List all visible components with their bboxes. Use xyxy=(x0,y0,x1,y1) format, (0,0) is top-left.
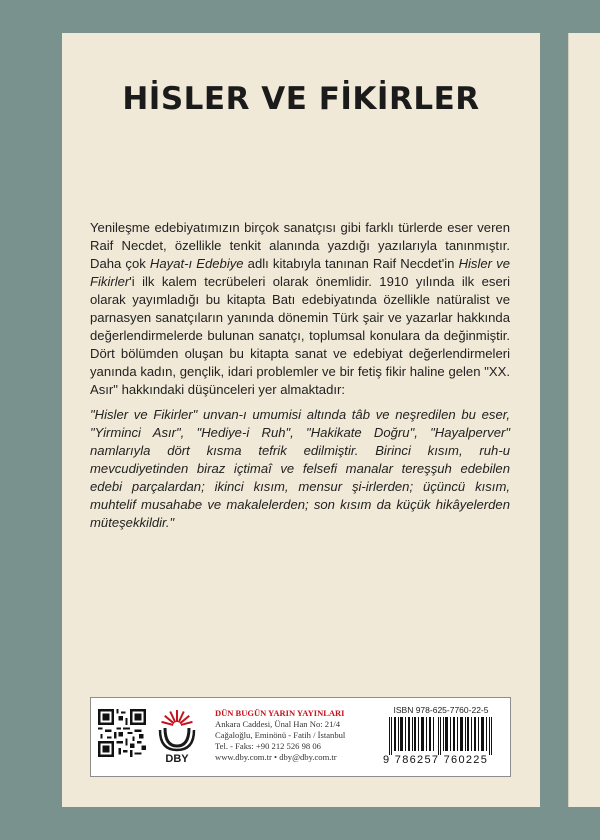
paragraph-text: 'i ilk kalem tecrübeleri olarak önemlidir. 1910 yılında ilk eseri olarak yayımladığı bu kitapta Batı edebiyatında özellikle natüralist ve parnasyen sanatçıların yanında dönemin Türk şair ve yazarlar hakkında değerlendirmelerde bulunan sanatçı, toplumsal konulara da değinmiştir. Dört bölümden oluşan bu kitapta sanat ve edebiyat değerlendirmeleri yanında kadın, gençlik, idari problemler ve bir fetiş fikir haline gelen "XX. Asır" hakkındaki düşünceleri yer almaktadır: xyxy=(90,274,510,397)
qr-code xyxy=(98,709,146,757)
back-cover xyxy=(62,33,540,807)
paragraph-text: Yenileşme edebiyatımızın birçok sanatçısı gibi farklı türlerde eser veren Raif Necdet, özellikle tenkit alanında yazdığı yazılarıyla tanınmıştır. Daha çok xyxy=(90,220,510,271)
book-reference: Hisler ve Fikirler xyxy=(90,256,510,289)
isbn-label: ISBN 978-625-7760-22-5 xyxy=(393,705,489,715)
publisher-name: DÜN BUGÜN YARIN YAYINLARI xyxy=(215,708,345,718)
description-text xyxy=(90,219,510,532)
publisher-phone: Tel. - Faks: +90 212 526 98 06 xyxy=(215,741,321,751)
publisher-address-line1: Ankara Caddesi, Ünal Han No: 21/4 xyxy=(215,719,341,729)
adjacent-book-cover xyxy=(568,33,600,807)
publisher-contact: www.dby.com.tr • dby@dby.com.tr xyxy=(215,752,337,762)
isbn-area xyxy=(377,705,505,771)
quote-paragraph: "Hisler ve Fikirler" unvan-ı umumisi altında tâb ve neşredilen bu eser, "Yirminci Asır", "Hediye-i Ruh", "Hakikate Doğru", "Hayalperver" namlarıyla dört kısma tefrik edilmiştir. Birinci kısım, ruh-u mevcudiyetinden biraz içtimaî ve felsefi manalar tereşşuh edebilen edebi parçalardan; ikinci kısım, mensur şi-irlerden; üçüncü kısım, muhtelif musahabe ve makalelerden; son kısım da küçük hikâyelerden müteşekkildir." xyxy=(90,407,510,530)
logo-text: DBY xyxy=(165,753,189,765)
book-title: HİSLER VE FİKİRLER xyxy=(122,81,480,117)
publisher-address-line2: Cağaloğlu, Eminönü - Fatih / İstanbul xyxy=(215,730,346,740)
publisher-logo xyxy=(157,708,197,766)
barcode-digits: 9 786257 760225 xyxy=(383,754,489,766)
book-reference: Hayat-ı Edebiye xyxy=(149,256,244,271)
publisher-details xyxy=(215,708,375,763)
paragraph-text: adlı kitabıyla tanınan Raif Necdet'in xyxy=(243,256,459,271)
description-paragraph xyxy=(90,219,510,399)
publisher-info-box xyxy=(90,697,511,777)
